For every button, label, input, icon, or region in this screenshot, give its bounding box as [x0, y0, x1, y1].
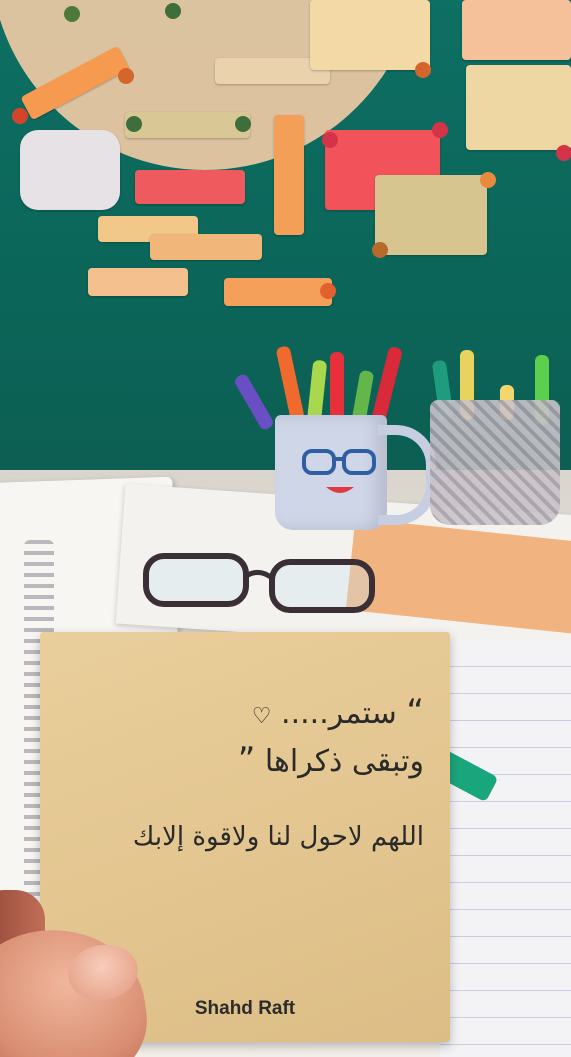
paper-strip — [466, 65, 571, 150]
note-line-2 — [238, 740, 424, 780]
pin-dot — [432, 122, 448, 138]
pin-dot — [64, 6, 80, 22]
pin-dot — [372, 242, 388, 258]
mug-face-illustration — [300, 445, 380, 505]
lace-pen-holder — [430, 400, 560, 525]
note-line-1 — [252, 692, 424, 732]
pin-dot — [415, 62, 431, 78]
paper-strip — [88, 268, 188, 296]
paper-strip — [224, 278, 332, 306]
paper-strip — [135, 170, 245, 204]
pin-dot — [12, 108, 28, 124]
close-quote: ” — [237, 740, 256, 780]
pin-dot — [320, 283, 336, 299]
eyeglasses — [140, 548, 380, 618]
pin-dot — [322, 132, 338, 148]
note-text-2: وتبقى ذكراها — [264, 744, 424, 779]
paper-strip — [462, 0, 571, 60]
open-quote: “ — [406, 692, 424, 732]
pin-dot — [126, 116, 142, 132]
paper-strip — [274, 115, 304, 235]
pin-dot — [235, 116, 251, 132]
pin-dot — [165, 3, 181, 19]
note-text-1: ستمر..... — [281, 696, 397, 731]
lined-paper — [440, 640, 571, 1057]
paper-strip — [125, 112, 250, 138]
heart-icon: ♡ — [251, 704, 272, 729]
note-line-3: اللهم لاحول لنا ولاقوة إلابك — [132, 822, 424, 852]
paper-strip — [310, 0, 430, 70]
pin-dot — [480, 172, 496, 188]
paper-strip — [20, 130, 120, 210]
paper-strip — [150, 234, 262, 260]
brand-signature: Shahd Raft — [194, 998, 296, 1019]
paper-strip — [375, 175, 487, 255]
pin-dot — [556, 145, 571, 161]
pin-dot — [118, 68, 134, 84]
